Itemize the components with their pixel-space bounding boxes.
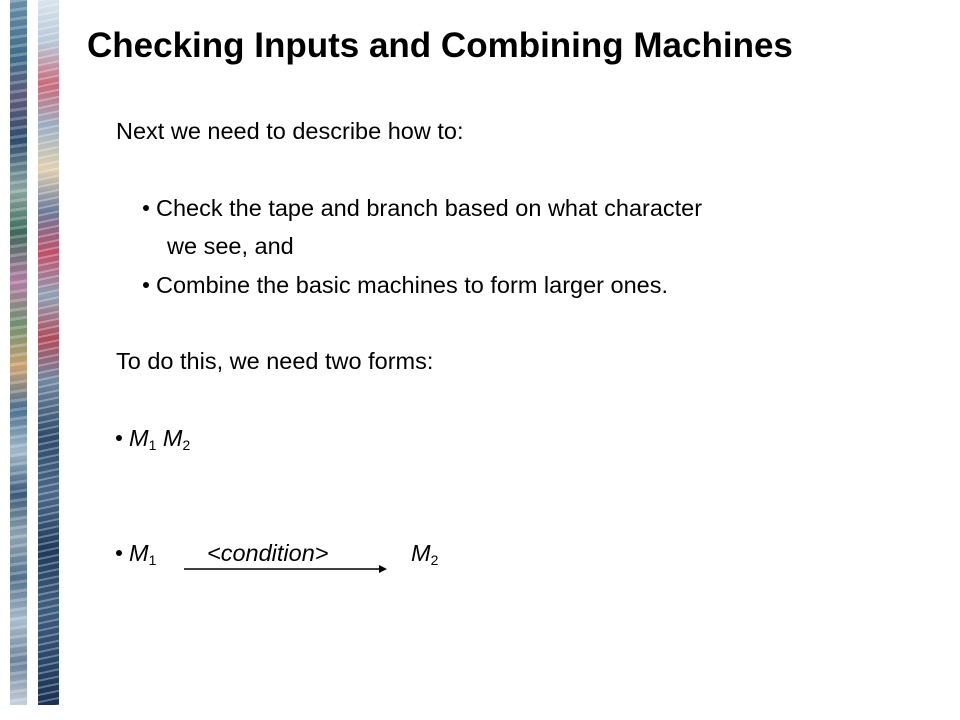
bullet-text: Check the tape and branch based on what character <box>156 195 703 221</box>
forms-intro-text: To do this, we need two forms: <box>116 348 434 374</box>
bullet-check-tape-continuation: we see, and <box>167 233 294 259</box>
machine-m1: $M_1$ <box>129 425 157 453</box>
transition-arrow-icon <box>183 564 388 578</box>
form-sequential <box>116 427 190 452</box>
machine-m2: $M_2$ <box>411 540 439 568</box>
condition-label: <condition> <box>207 540 329 566</box>
bullet-icon <box>143 205 149 211</box>
bullet-text: Combine the basic machines to form larger ones. <box>156 272 669 298</box>
bullet-icon <box>143 282 149 288</box>
intro-text: Next we need to describe how to: <box>116 118 464 144</box>
bullet-combine-machines <box>143 274 668 298</box>
slide-title: Checking Inputs and Combining Machines <box>87 26 793 65</box>
bullet-icon <box>116 435 122 441</box>
machine-m2: $M_2$ <box>162 425 191 453</box>
form-conditional <box>116 542 156 567</box>
bullet-check-tape <box>143 197 702 221</box>
machine-m1: $M_1$ <box>129 540 157 568</box>
decorative-strip-left <box>10 0 27 705</box>
decorative-strip-right <box>38 0 59 705</box>
bullet-icon <box>116 550 122 556</box>
